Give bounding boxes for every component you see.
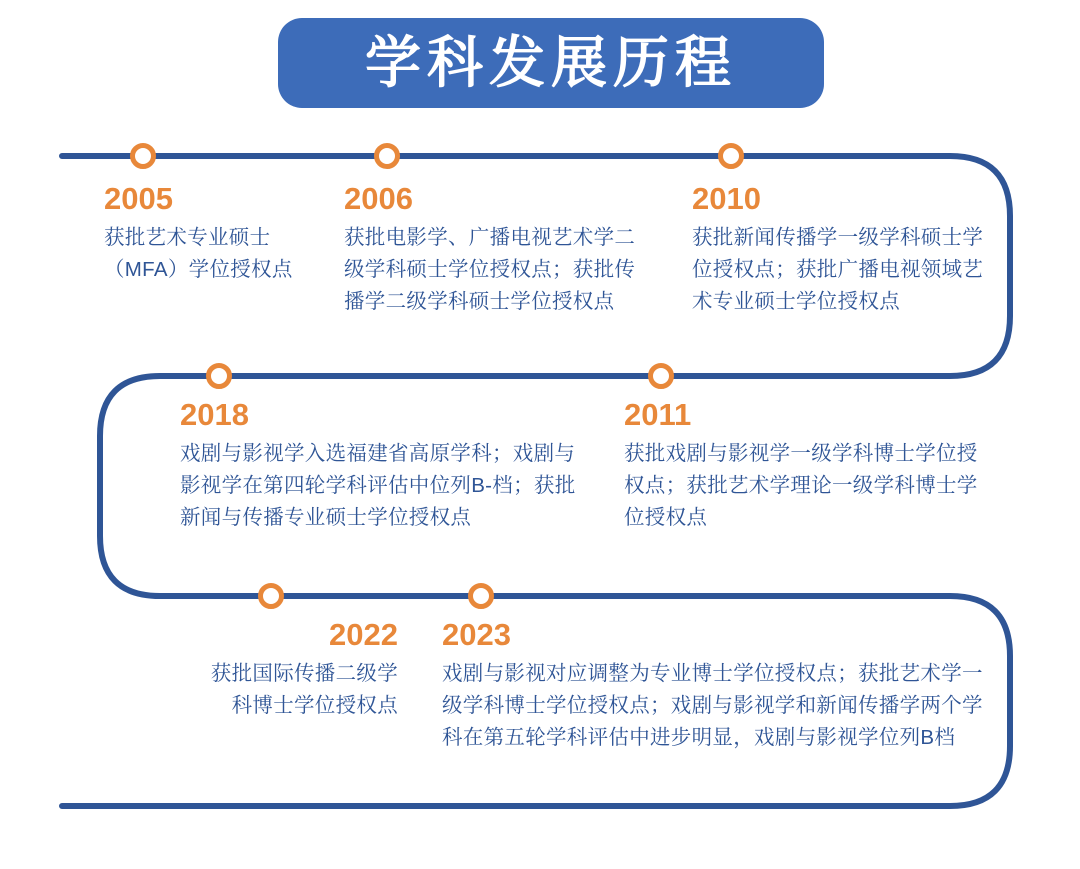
timeline-description: 获批电影学、广播电视艺术学二级学科硕士学位授权点；获批传播学二级学科硕士学位授权点 <box>344 226 636 313</box>
timeline-year: 2006 <box>344 181 413 216</box>
timeline-node-2005 <box>130 143 156 169</box>
page-title <box>278 18 824 108</box>
timeline-description: 戏剧与影视学入选福建省高原学科；戏剧与影视学在第四轮学科评估中位列B-档；获批新闻与传播专业硕士学位授权点 <box>180 442 576 529</box>
timeline-year: 2022 <box>329 617 398 652</box>
timeline-year: 2023 <box>442 617 511 652</box>
timeline-description: 获批艺术专业硕士（MFA）学位授权点 <box>104 226 293 281</box>
timeline-entry-2006 <box>344 182 654 317</box>
timeline-node-2018 <box>206 363 232 389</box>
timeline-description: 获批国际传播二级学科博士学位授权点 <box>210 662 398 717</box>
timeline-entry-2011 <box>624 398 984 533</box>
timeline-entry-2010 <box>692 182 992 317</box>
timeline-description: 获批戏剧与影视学一级学科博士学位授权点；获批艺术学理论一级学科博士学位授权点 <box>624 442 978 529</box>
timeline-year: 2005 <box>104 181 173 216</box>
page-title-text: 学科发展历程 <box>365 31 737 94</box>
timeline-year: 2011 <box>624 397 692 432</box>
timeline-entry-2005 <box>104 182 312 286</box>
timeline-node-2023 <box>468 583 494 609</box>
timeline-description: 获批新闻传播学一级学科硕士学位授权点；获批广播电视领域艺术专业硕士学位授权点 <box>692 226 984 313</box>
timeline-year: 2010 <box>692 181 761 216</box>
timeline-node-2022 <box>258 583 284 609</box>
timeline-node-2006 <box>374 143 400 169</box>
timeline-node-2011 <box>648 363 674 389</box>
timeline-year: 2018 <box>180 397 249 432</box>
timeline-node-2010 <box>718 143 744 169</box>
timeline-entry-2018 <box>180 398 580 533</box>
timeline-entry-2023 <box>442 618 990 753</box>
timeline-description: 戏剧与影视对应调整为专业博士学位授权点；获批艺术学一级学科博士学位授权点；戏剧与影视学和新闻传播学两个学科在第五轮学科评估中进步明显，戏剧与影视学位列B档 <box>442 662 983 749</box>
timeline-entry-2022 <box>198 618 398 722</box>
